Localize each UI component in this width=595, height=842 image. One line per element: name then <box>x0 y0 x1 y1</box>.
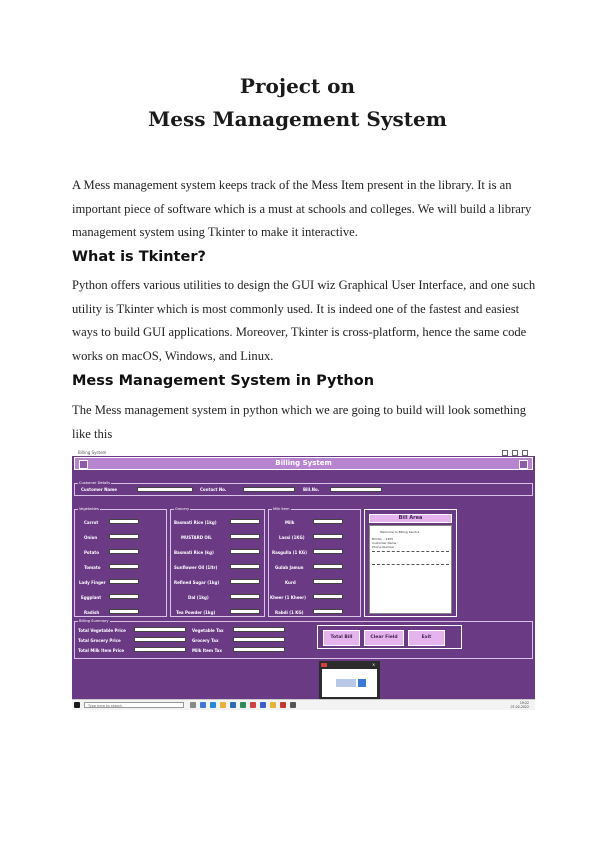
python-icon[interactable] <box>270 702 276 708</box>
grocery-input[interactable] <box>230 594 260 599</box>
bill-preview-line: Welcome to Billing Kendra <box>380 530 420 534</box>
milk-item-input[interactable] <box>313 594 343 599</box>
preview-graphic <box>358 679 366 687</box>
preview-graphic <box>336 679 356 687</box>
vegetable-label: Radish <box>84 610 100 615</box>
vegetable-input[interactable] <box>109 594 139 599</box>
vegetables-legend: Vegetables <box>79 507 99 511</box>
vscode-icon[interactable] <box>260 702 266 708</box>
milk-item-label: Rasgulla (1 KG) <box>272 550 307 555</box>
app-screenshot <box>72 449 535 710</box>
grocery-frame <box>170 509 265 617</box>
taskbar-preview[interactable] <box>319 661 380 699</box>
maximize-icon[interactable] <box>512 450 518 456</box>
button-group <box>317 625 462 649</box>
billing-summary-frame <box>74 621 533 659</box>
grocery-label: Tea Powder (1kg) <box>176 610 216 615</box>
vegetable-label: Lady Finger <box>79 580 106 585</box>
app-title: Billing System <box>275 459 332 467</box>
milk-item-input[interactable] <box>313 549 343 554</box>
excel-icon[interactable] <box>240 702 246 708</box>
heading-mess-system-python: Mess Management System in Python <box>72 373 375 389</box>
bill-preview-line: Bill No. : 2305 <box>372 537 394 541</box>
bill-preview-line: Customer Name : <box>372 541 399 545</box>
summary-input[interactable] <box>233 647 285 652</box>
grocery-input[interactable] <box>230 549 260 554</box>
explorer-icon[interactable] <box>220 702 226 708</box>
grocery-label: Basmati Rice (1kg) <box>174 520 217 525</box>
summary-label: Milk Item Tax <box>192 648 222 653</box>
word-icon[interactable] <box>230 702 236 708</box>
app-icon[interactable] <box>250 702 256 708</box>
taskbar-clock <box>510 701 529 709</box>
taskbar-search[interactable]: Type here to search <box>84 702 184 708</box>
milk-item-label: Kurd <box>285 580 296 585</box>
grocery-label: Basmati Rice (kg) <box>174 550 214 555</box>
milk-item-label: Gulab Jamun <box>275 565 304 570</box>
summary-label: Total Vegetable Price <box>78 628 126 633</box>
bill-preview-line: Phone Number : <box>372 545 397 549</box>
store-icon[interactable] <box>210 702 216 708</box>
milk-item-label: Kheer (1 Kheer) <box>270 595 306 600</box>
vegetable-label: Onion <box>84 535 98 540</box>
bill-area-label: Bill Area <box>369 514 452 523</box>
window-chrome <box>72 449 535 456</box>
milk-item-input[interactable] <box>313 564 343 569</box>
preview-close-icon[interactable]: × <box>372 662 376 667</box>
summary-input[interactable] <box>233 637 285 642</box>
python-paragraph: The Mess management system in python which we are going to build will look something like this <box>72 403 527 441</box>
summary-input[interactable] <box>134 647 186 652</box>
contact-no-input[interactable] <box>243 487 295 492</box>
intro-paragraph: A Mess management system keeps track of the Mess Item present in the library. It is an important piece of software which is a must at schools and colleges. We will build a library management system using Tkinter to make it interactive. <box>72 178 532 239</box>
misc-icon[interactable] <box>290 702 296 708</box>
milk-item-input[interactable] <box>313 579 343 584</box>
edge-icon[interactable] <box>200 702 206 708</box>
grocery-label: Refined Sugar (1kg) <box>174 580 220 585</box>
summary-label: Grocery Tax <box>192 638 219 643</box>
vegetable-label: Potato <box>84 550 99 555</box>
bill-area-frame <box>364 509 457 617</box>
summary-label: Total Grocery Price <box>78 638 121 643</box>
preview-window <box>322 669 377 697</box>
bill-no-input[interactable] <box>330 487 382 492</box>
total-bill-button[interactable]: Total Bill <box>323 630 360 646</box>
vegetable-input[interactable] <box>109 519 139 524</box>
bill-separator <box>372 551 449 552</box>
preview-app-icon <box>321 663 327 667</box>
exit-button[interactable]: Exit <box>408 630 445 646</box>
vegetable-input[interactable] <box>109 564 139 569</box>
title-line-1: Project on <box>239 74 356 98</box>
tkinter-paragraph: Python offers various utilities to design the GUI wiz Graphical User Interface, and one such utility is Tkinter which is most commonly used. It is indeed one of the fastest and easiest ways to build GUI applications. Moreover, Tkinter is cross-platform, hence the same code works on macOS, Windows, and Linux. <box>72 278 536 363</box>
vegetable-input[interactable] <box>109 534 139 539</box>
vegetable-label: Eggplant <box>81 595 102 600</box>
vegetable-input[interactable] <box>109 549 139 554</box>
start-icon[interactable] <box>74 702 80 708</box>
milk-item-label: Lassi (1KG) <box>279 535 305 540</box>
title-bar <box>74 457 533 470</box>
customer-name-label: Customer Name <box>81 487 117 492</box>
milk-item-label: Rabdi (1 KG) <box>275 610 304 615</box>
summary-label: Vegetable Tax <box>192 628 224 633</box>
task-view-icon[interactable] <box>190 702 196 708</box>
heading-what-is-tkinter: What is Tkinter? <box>72 249 206 265</box>
grocery-legend: Grocery <box>175 507 190 511</box>
customer-details-frame <box>74 483 533 496</box>
taskbar-date: 07-02-2022 <box>510 705 529 709</box>
grocery-label: MUSTARD OIL <box>181 535 212 540</box>
summary-input[interactable] <box>233 627 285 632</box>
grocery-input[interactable] <box>230 579 260 584</box>
clear-field-button[interactable]: Clear Field <box>364 630 404 646</box>
summary-input[interactable] <box>134 627 186 632</box>
milk-item-label: Milk <box>285 520 295 525</box>
summary-label: Total Milk Item Price <box>78 648 125 653</box>
milk-items-legend: Milk Item <box>273 507 290 511</box>
milk-items-frame <box>268 509 361 617</box>
minimize-icon[interactable] <box>502 450 508 456</box>
window-caption: Billing System <box>78 450 107 455</box>
windows-taskbar <box>72 699 535 710</box>
milk-item-input[interactable] <box>313 534 343 539</box>
taskbar-time: 19:22 <box>519 701 529 705</box>
milk-item-input[interactable] <box>313 609 343 614</box>
right-square-icon <box>519 460 528 469</box>
billing-summary-legend: Billing Summary <box>79 619 109 623</box>
close-icon[interactable] <box>522 450 528 456</box>
grocery-input[interactable] <box>230 564 260 569</box>
vegetable-input[interactable] <box>109 609 139 614</box>
vegetable-input[interactable] <box>109 579 139 584</box>
bill-separator <box>372 564 449 565</box>
title-line-2: Mess Management System <box>148 107 447 131</box>
pdf-icon[interactable] <box>280 702 286 708</box>
grocery-label: Sunflower Oil (1ltr) <box>174 565 218 570</box>
grocery-label: Dal (1kg) <box>188 595 209 600</box>
grocery-input[interactable] <box>230 519 260 524</box>
customer-details-legend: Customer Details <box>79 481 111 485</box>
summary-input[interactable] <box>134 637 186 642</box>
customer-name-input[interactable] <box>137 487 193 492</box>
vegetable-label: Carrot <box>84 520 99 525</box>
bill-text-area[interactable] <box>369 525 452 614</box>
bill-no-label: Bill.No. <box>303 487 320 492</box>
grocery-input[interactable] <box>230 609 260 614</box>
contact-no-label: Contact No. <box>200 487 227 492</box>
vegetables-frame <box>74 509 167 617</box>
vegetable-label: Tomato <box>84 565 101 570</box>
grocery-input[interactable] <box>230 534 260 539</box>
milk-item-input[interactable] <box>313 519 343 524</box>
